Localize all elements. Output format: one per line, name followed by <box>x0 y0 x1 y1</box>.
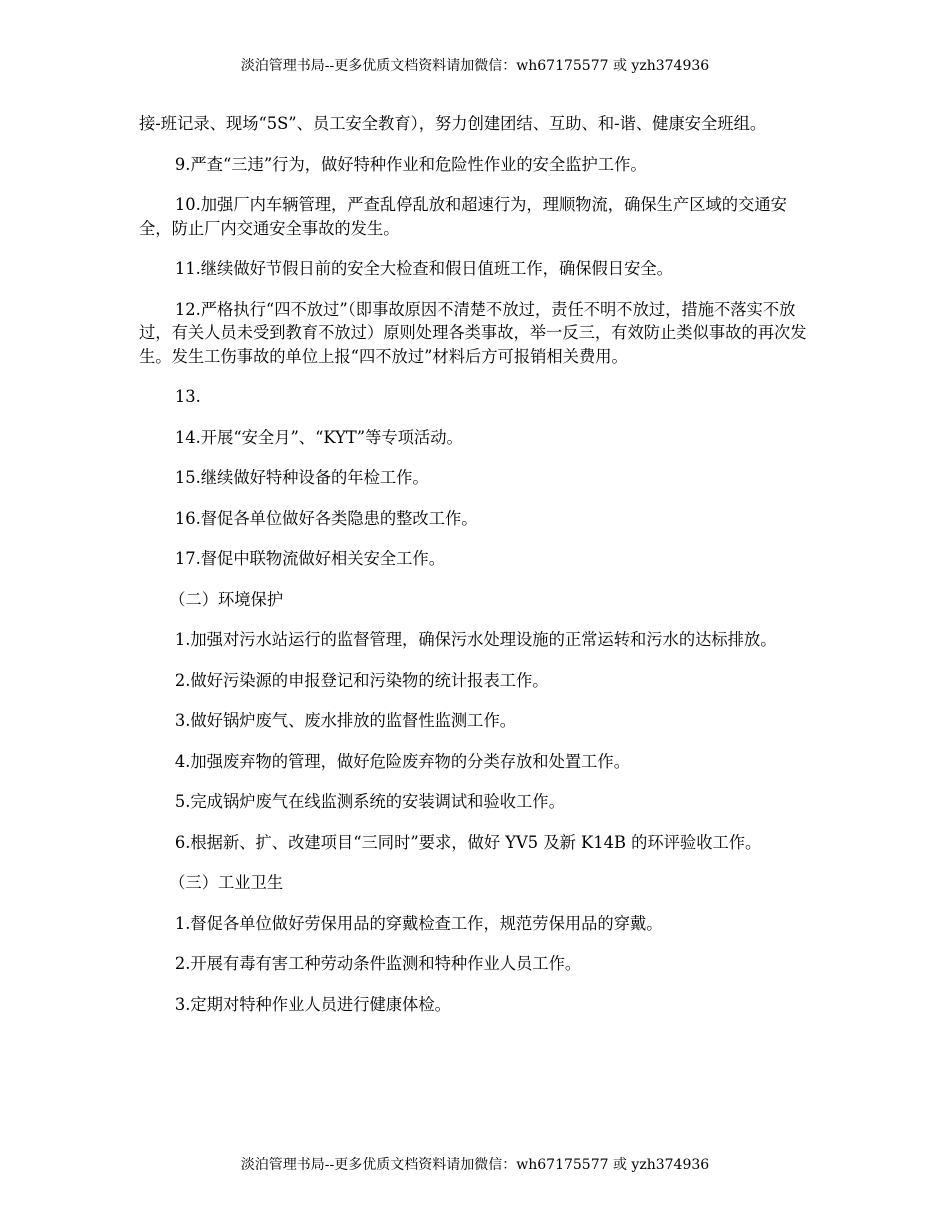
paragraph-item-13: 13. <box>174 387 201 406</box>
paragraph-env-6: 6.根据新、扩、改建项目“三同时”要求，做好 YV5 及新 K14B 的环评验收工作。 <box>174 832 762 852</box>
paragraph-env-4: 4.加强废弃物的管理，做好危险废弃物的分类存放和处置工作。 <box>174 751 630 771</box>
paragraph-item-16: 16.督促各单位做好各类隐患的整改工作。 <box>174 508 478 528</box>
paragraph-hygiene-3: 3.定期对特种作业人员进行健康体检。 <box>174 994 451 1014</box>
paragraph-item-15: 15.继续做好特种设备的年检工作。 <box>174 468 429 487</box>
paragraph-item-10: 10.加强厂内车辆管理，严查乱停乱放和超速行为，理顺物流，确保生产区域的交通安全，防止厂内交通安全事故的发生。 <box>139 195 787 238</box>
paragraph-env-1: 1.加强对污水站运行的监督管理，确保污水处理设施的正常运转和污水的达标排放。 <box>174 630 777 649</box>
paragraph-item-14: 14.开展“安全月”、“KYT”等专项活动。 <box>174 427 463 447</box>
paragraph-item-12: 12.严格执行“四不放过”（即事故原因不清楚不放过，责任不明不放过，措施不落实不放过，有关人员未受到教育不放过）原则处理各类事故，举一反三，有效防止类似事故的再次发生。发生工伤事故的单位上报“四不放过”材料后方可报销相关费用。 <box>139 299 807 366</box>
section-heading-environment: （二）环境保护 <box>169 589 284 609</box>
paragraph-env-3: 3.做好锅炉废气、废水排放的监督性监测工作。 <box>174 711 517 730</box>
page-header: 淡泊管理书局--更多优质文档资料请加微信：wh67175577 或 yzh374936 <box>240 58 710 74</box>
paragraph-hygiene-2: 2.开展有毒有害工种劳动条件监测和特种作业人员工作。 <box>174 954 582 973</box>
paragraph-continuation: 接-班记录、现场“5S”、员工安全教育），努力创建团结、互助、和-谐、健康安全班组。 <box>139 114 767 133</box>
paragraph-item-17: 17.督促中联物流做好相关安全工作。 <box>174 549 445 568</box>
document-body <box>139 112 815 1033</box>
paragraph-env-2: 2.做好污染源的申报登记和污染物的统计报表工作。 <box>174 670 549 690</box>
paragraph-item-9: 9.严查“三违”行为，做好特种作业和危险性作业的安全监护工作。 <box>174 154 647 174</box>
paragraph-item-11: 11.继续做好节假日前的安全大检查和假日值班工作，确保假日安全。 <box>174 259 673 278</box>
page-footer: 淡泊管理书局--更多优质文档资料请加微信：wh67175577 或 yzh374936 <box>240 1157 710 1173</box>
section-heading-industrial-hygiene: （三）工业卫生 <box>169 873 284 892</box>
paragraph-hygiene-1: 1.督促各单位做好劳保用品的穿戴检查工作，规范劳保用品的穿戴。 <box>174 913 663 933</box>
paragraph-env-5: 5.完成锅炉废气在线监测系统的安装调试和验收工作。 <box>174 792 565 811</box>
